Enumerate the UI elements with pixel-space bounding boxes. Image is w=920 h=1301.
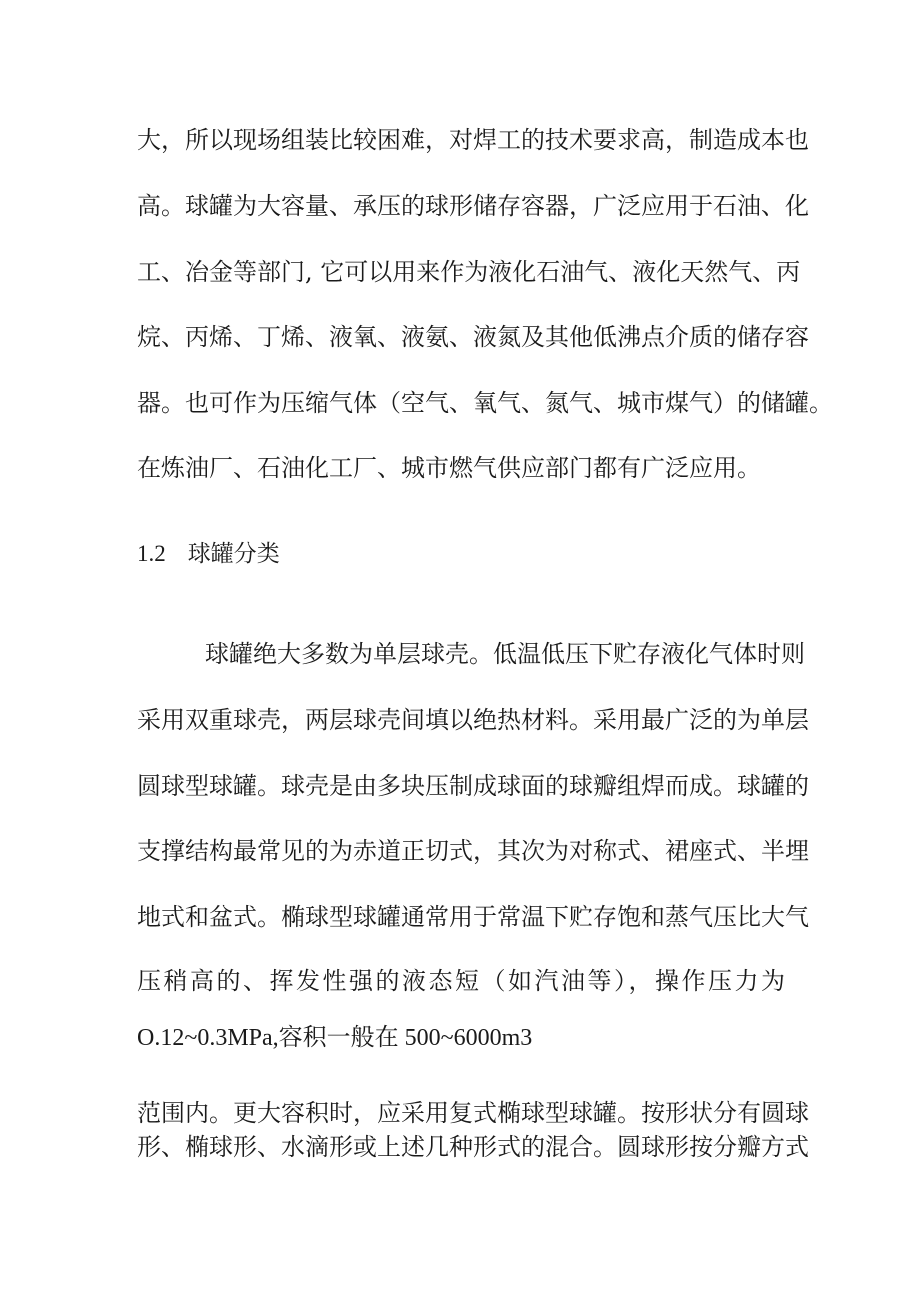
paragraph-1-line-2: 高。球罐为大容量、承压的球形储存容器，广泛应用于石油、化 [137,192,809,220]
paragraph-2-line-5: 地式和盆式。椭球型球罐通常用于常温下贮存饱和蒸气压比大气 [137,903,809,931]
paragraph-1-line-5: 器。也可作为压缩气体（空气、氧气、氮气、城市煤气）的储罐。 [137,389,833,417]
paragraph-1-line-6: 在炼油厂、石油化工厂、城市燃气供应部门都有广泛应用。 [137,454,761,482]
paragraph-1-line-1: 大，所以现场组装比较困难，对焊工的技术要求高，制造成本也 [137,126,809,154]
paragraph-2-line-8: 范围内。更大容积时，应采用复式椭球型球罐。按形状分有圆球 [137,1099,809,1127]
paragraph-2-line-3: 圆球型球罐。球壳是由多块压制成球面的球瓣组焊而成。球罐的 [137,772,809,800]
paragraph-2-line-1: 球罐绝大多数为单层球壳。低温低压下贮存液化气体时则 [205,640,805,668]
paragraph-2-line-9: 形、椭球形、水滴形或上述几种形式的混合。圆球形按分瓣方式 [137,1133,809,1161]
section-number: 1.2 [137,541,166,566]
paragraph-1-line-3: 工、冶金等部门, 它可以用来作为液化石油气、液化天然气、丙 [137,258,801,286]
paragraph-2-line-6: 压稍高的、挥发性强的液态短（如汽油等），操作压力为 [137,967,785,995]
section-title: 球罐分类 [187,541,280,567]
paragraph-1-line-4: 烷、丙烯、丁烯、液氧、液氨、液氮及其他低沸点介质的储存容 [137,323,809,351]
section-heading [137,538,785,570]
paragraph-2-line-2: 采用双重球壳，两层球壳间填以绝热材料。采用最广泛的为单层 [137,706,809,734]
paragraph-2-line-4: 支撑结构最常见的为赤道正切式，其次为对称式、裙座式、半埋 [137,837,809,865]
paragraph-2-line-7: O.12~0.3MPa,容积一般在 500~6000m3 [137,1025,533,1051]
